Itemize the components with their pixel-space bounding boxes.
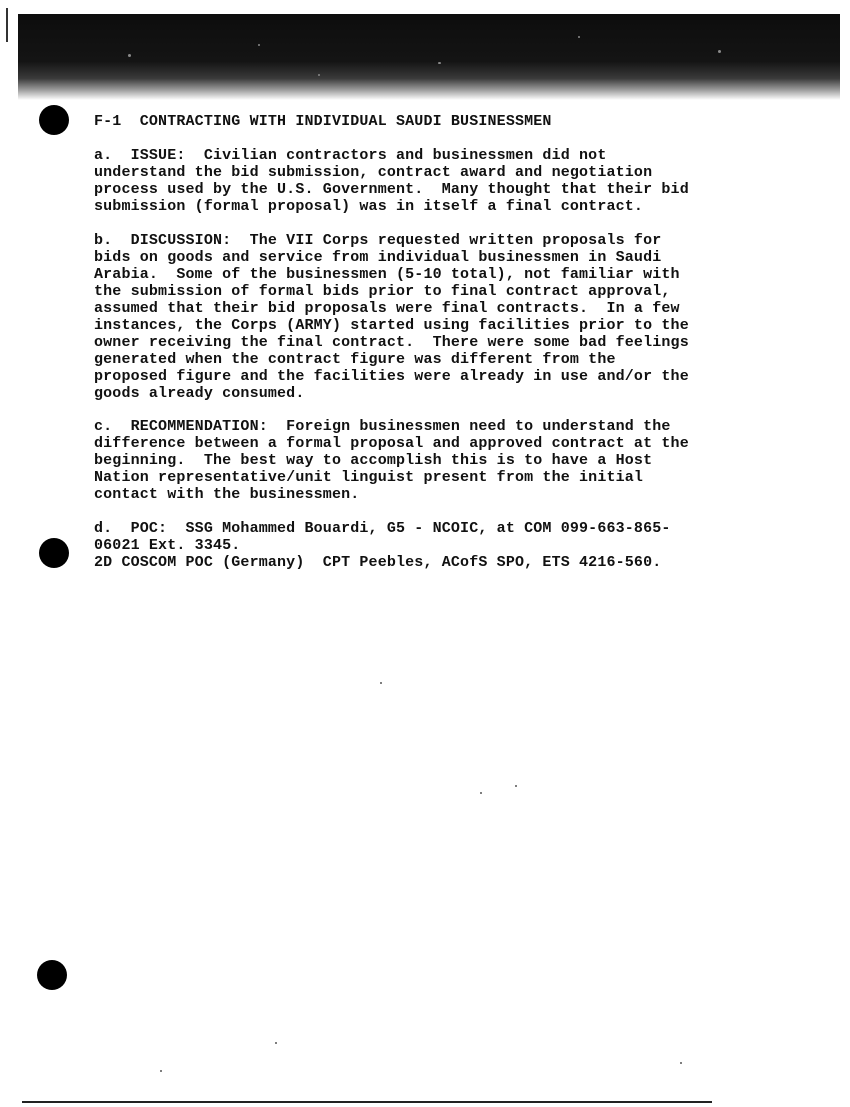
paragraph-discussion bbox=[94, 232, 754, 402]
paragraph-line: 2D COSCOM POC (Germany) CPT Peebles, ACofS SPO, ETS 4216-560. bbox=[94, 554, 662, 571]
scan-speck bbox=[680, 1062, 682, 1064]
scan-speck bbox=[258, 44, 260, 46]
scan-speck bbox=[275, 1042, 277, 1044]
paragraph-poc bbox=[94, 520, 754, 571]
scan-speck bbox=[515, 785, 517, 787]
paragraph-issue bbox=[94, 147, 754, 215]
scan-speck bbox=[380, 682, 382, 684]
scan-speck bbox=[318, 74, 320, 76]
section-title: F-1 CONTRACTING WITH INDIVIDUAL SAUDI BUSINESSMEN bbox=[94, 113, 552, 130]
scan-header-band bbox=[18, 14, 840, 100]
paragraph-line: proposed figure and the facilities were already in use and/or the bbox=[94, 368, 689, 385]
paragraph-line: c. RECOMMENDATION: Foreign businessmen need to understand the bbox=[94, 418, 671, 435]
paragraph-line: instances, the Corps (ARMY) started using facilities prior to the bbox=[94, 317, 689, 334]
punch-hole-bottom bbox=[37, 960, 67, 990]
paragraph-line: assumed that their bid proposals were final contracts. In a few bbox=[94, 300, 680, 317]
scan-speck bbox=[480, 792, 482, 794]
punch-hole-middle bbox=[39, 538, 69, 568]
paragraph-line: the submission of formal bids prior to final contract approval, bbox=[94, 283, 671, 300]
paragraph-line: process used by the U.S. Government. Many thought that their bid bbox=[94, 181, 689, 198]
scan-speck bbox=[160, 1070, 162, 1072]
scan-speck bbox=[718, 50, 721, 53]
scan-speck bbox=[128, 54, 131, 57]
punch-hole-top bbox=[39, 105, 69, 135]
paragraph-line: beginning. The best way to accomplish this is to have a Host bbox=[94, 452, 653, 469]
paragraph-line: 06021 Ext. 3345. bbox=[94, 537, 241, 554]
paragraph-line: generated when the contract figure was different from the bbox=[94, 351, 616, 368]
paragraph-line: a. ISSUE: Civilian contractors and businessmen did not bbox=[94, 147, 607, 164]
scan-edge-mark bbox=[6, 8, 8, 42]
bottom-rule bbox=[22, 1101, 712, 1103]
paragraph-line: b. DISCUSSION: The VII Corps requested written proposals for bbox=[94, 232, 662, 249]
paragraph-line: d. POC: SSG Mohammed Bouardi, G5 - NCOIC, at COM 099-663-865- bbox=[94, 520, 671, 537]
paragraph-line: bids on goods and service from individual businessmen in Saudi bbox=[94, 249, 662, 266]
paragraph-line: goods already consumed. bbox=[94, 385, 305, 402]
paragraph-recommendation bbox=[94, 418, 754, 503]
paragraph-line: Arabia. Some of the businessmen (5-10 total), not familiar with bbox=[94, 266, 680, 283]
scan-speck bbox=[578, 36, 580, 38]
paragraph-line: Nation representative/unit linguist present from the initial bbox=[94, 469, 644, 486]
paragraph-line: difference between a formal proposal and approved contract at the bbox=[94, 435, 689, 452]
paragraph-line: owner receiving the final contract. There were some bad feelings bbox=[94, 334, 689, 351]
paragraph-line: submission (formal proposal) was in itself a final contract. bbox=[94, 198, 644, 215]
paragraph-line: contact with the businessmen. bbox=[94, 486, 360, 503]
paragraph-line: understand the bid submission, contract award and negotiation bbox=[94, 164, 653, 181]
scan-speck bbox=[438, 62, 441, 64]
